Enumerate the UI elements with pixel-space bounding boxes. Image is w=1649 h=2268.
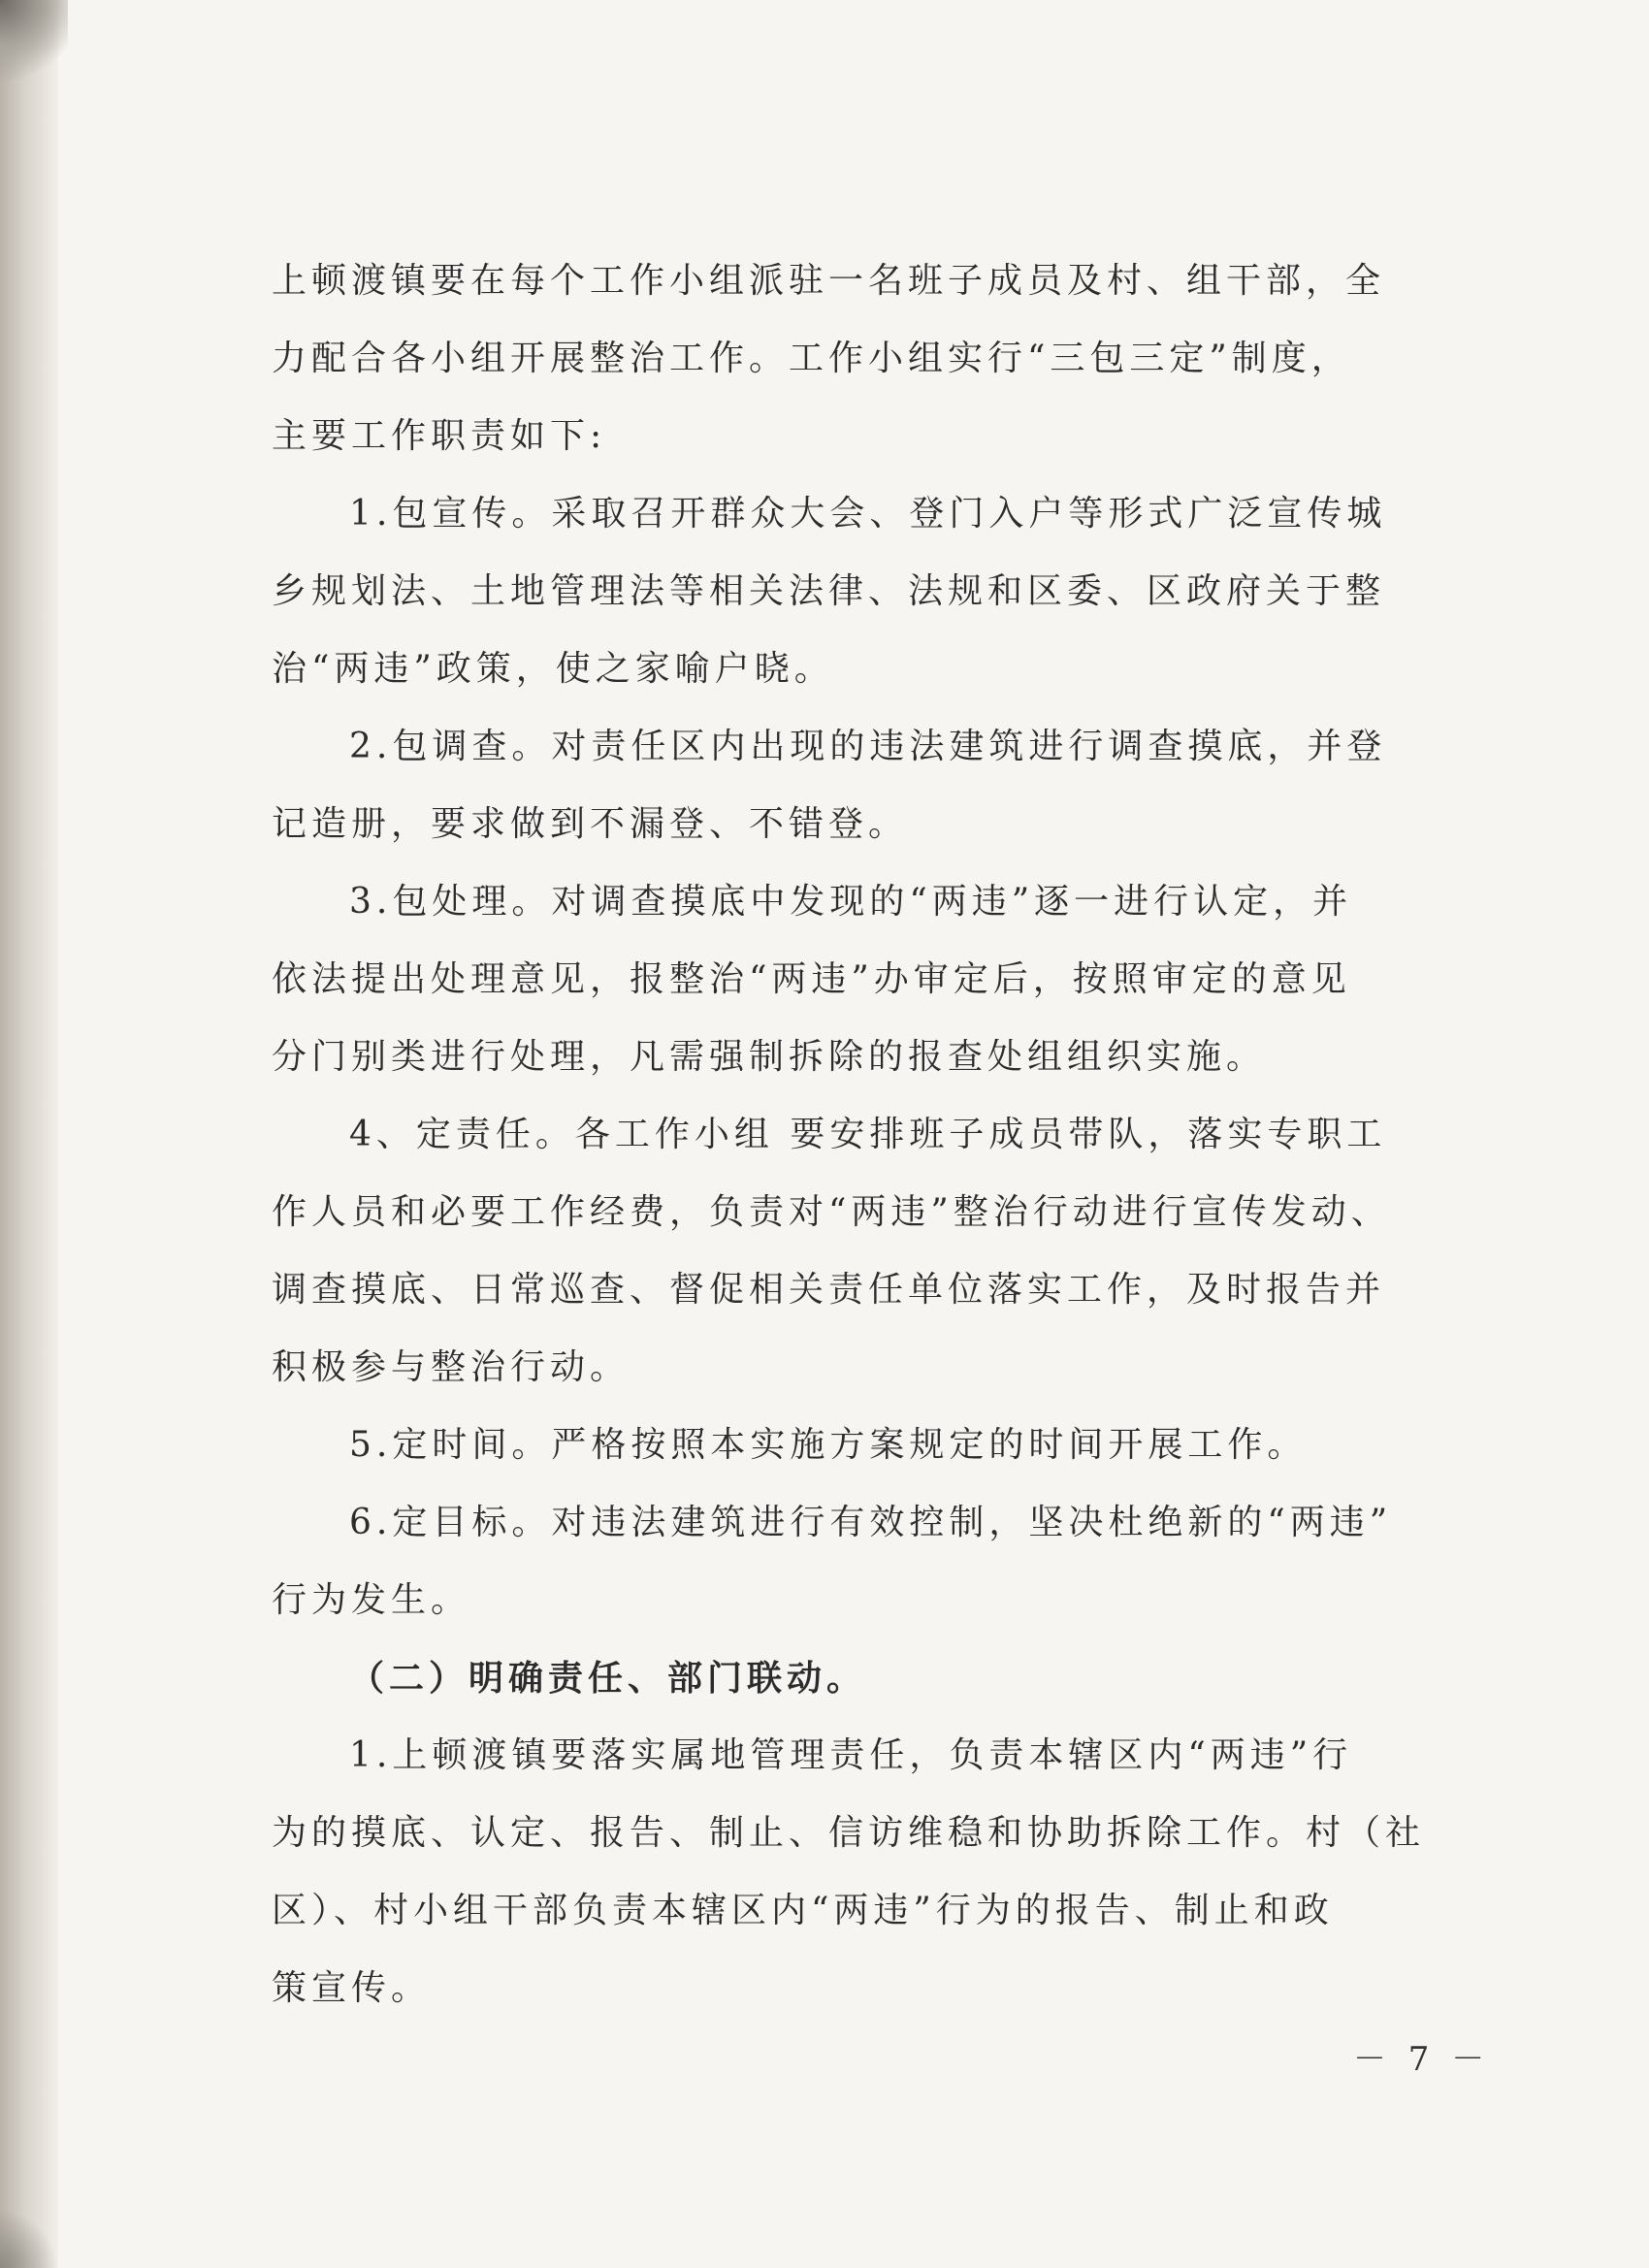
text-line: 5.定时间。严格按照本实施方案规定的时间开展工作。 bbox=[349, 1425, 1308, 1465]
text-line: 3.包处理。对调查摸底中发现的“两违”逐一进行认定，并 bbox=[349, 882, 1353, 922]
section-heading: （二）明确责任、部门联动。 bbox=[349, 1658, 867, 1699]
document-body bbox=[272, 243, 1455, 2027]
text-line: 上顿渡镇要在每个工作小组派驻一名班子成员及村、组干部，全 bbox=[272, 261, 1386, 301]
text-line: 1.包宣传。采取召开群众大会、登门入户等形式广泛宣传城 bbox=[349, 494, 1387, 534]
text-line: 2.包调查。对责任区内出现的违法建筑进行调查摸底，并登 bbox=[349, 727, 1387, 766]
text-line: 乡规划法、土地管理法等相关法律、法规和区委、区政府关于整 bbox=[272, 571, 1386, 611]
text-line: 调查摸底、日常巡查、督促相关责任单位落实工作，及时报告并 bbox=[272, 1270, 1386, 1310]
corner-shadow-bottom bbox=[0, 2210, 58, 2268]
text-line: 1.上顿渡镇要落实属地管理责任，负责本辖区内“两违”行 bbox=[349, 1735, 1353, 1775]
corner-shadow-top bbox=[0, 0, 68, 87]
text-line: 积极参与整治行动。 bbox=[272, 1347, 630, 1387]
text-line: 行为发生。 bbox=[272, 1580, 471, 1620]
text-line: 作人员和必要工作经费，负责对“两违”整治行动进行宣传发动、 bbox=[272, 1192, 1391, 1232]
text-line: 区）、村小组干部负责本辖区内“两违”行为的报告、制止和政 bbox=[272, 1891, 1334, 1930]
page-edge-shadow bbox=[0, 0, 58, 2268]
text-line: 记造册，要求做到不漏登、不错登。 bbox=[272, 804, 909, 844]
page-number: － 7 － bbox=[1353, 2040, 1491, 2079]
text-line: 治“两违”政策，使之家喻户晓。 bbox=[272, 649, 834, 689]
text-line: 6.定目标。对违法建筑进行有效控制，坚决杜绝新的“两违” bbox=[349, 1503, 1393, 1542]
text-line: 为的摸底、认定、报告、制止、信访维稳和协助拆除工作。村（社 bbox=[272, 1813, 1426, 1853]
text-line: 依法提出处理意见，报整治“两违”办审定后，按照审定的意见 bbox=[272, 959, 1351, 999]
text-line: 分门别类进行处理，凡需强制拆除的报查处组组织实施。 bbox=[272, 1037, 1267, 1077]
text-line: 4、定责任。各工作小组 要安排班子成员带队，落实专职工 bbox=[349, 1115, 1387, 1154]
text-line: 力配合各小组开展整治工作。工作小组实行“三包三定”制度， bbox=[272, 339, 1351, 378]
text-line: 主要工作职责如下: bbox=[272, 416, 607, 456]
text-line: 策宣传。 bbox=[272, 1968, 432, 2008]
